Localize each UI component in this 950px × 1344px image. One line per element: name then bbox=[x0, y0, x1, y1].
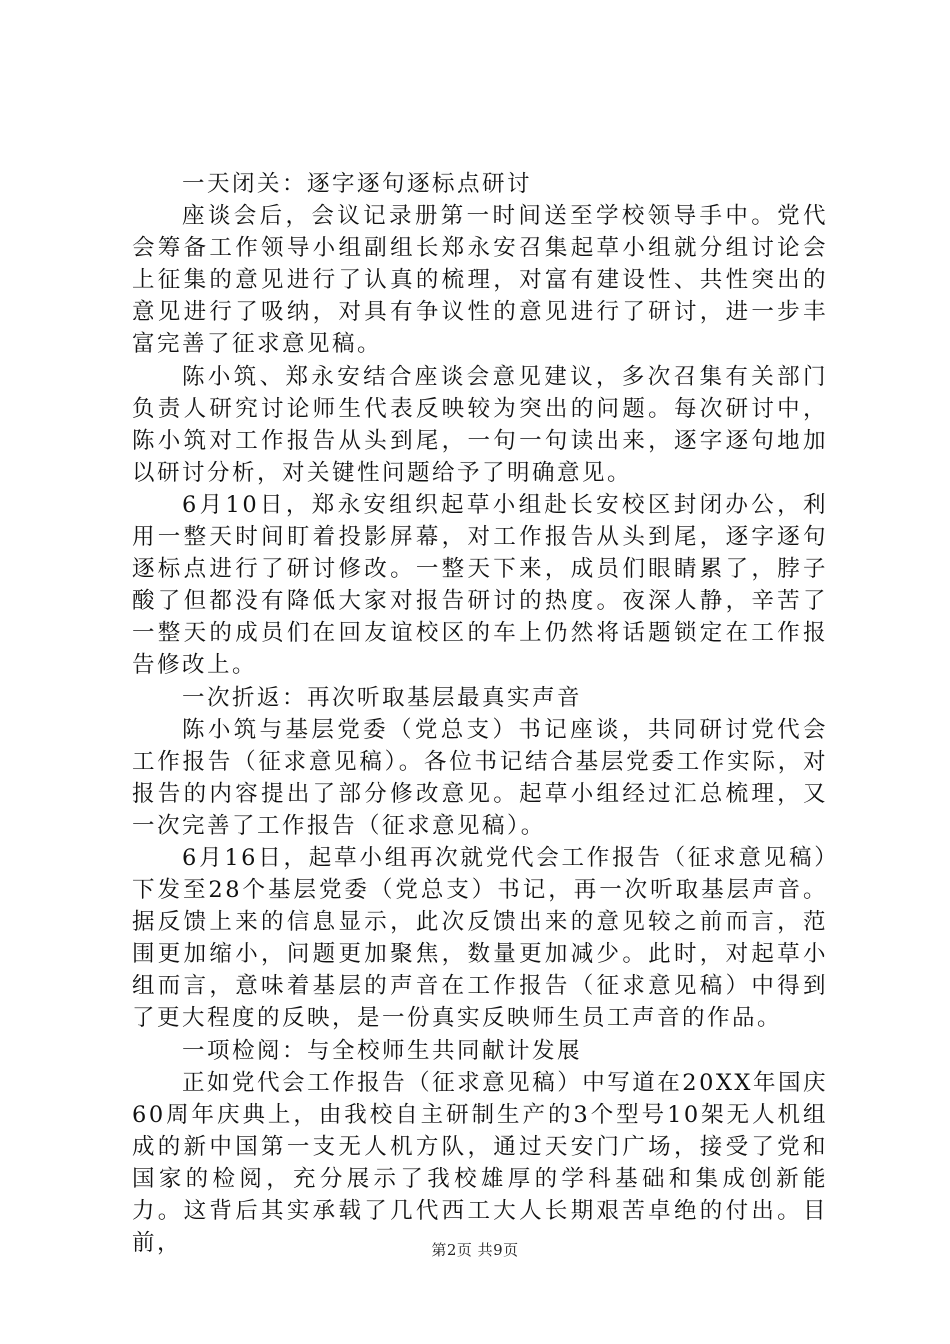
document-body bbox=[132, 168, 828, 1259]
body-paragraph: 6月10日，郑永安组织起草小组赴长安校区封闭办公，利用一整天时间盯着投影屏幕，对工作报告从头到尾，逐字逐句逐标点进行了研讨修改。一整天下来，成员们眼睛累了，脖子酸了但都没有降低大家对报告研讨的热度。夜深人静，辛苦了一整天的成员们在回友谊校区的车上仍然将话题锁定在工作报告修改上。 bbox=[132, 491, 828, 679]
body-paragraph: 陈小筑与基层党委（党总支）书记座谈，共同研讨党代会工作报告（征求意见稿）。各位书记结合基层党委工作实际，对报告的内容提出了部分修改意见。起草小组经过汇总梳理，又一次完善了工作报告（征求意见稿）。 bbox=[132, 716, 828, 839]
section-heading: 一天闭关：逐字逐句逐标点研讨 bbox=[182, 171, 533, 197]
body-paragraph: 正如党代会工作报告（征求意见稿）中写道在20XX年国庆60周年庆典上，由我校自主研制生产的3个型号10架无人机组成的新中国第一支无人机方队，通过天安门广场，接受了党和国家的检阅，充分展示了我校雄厚的学科基础和集成创新能力。这背后其实承载了几代西工大人长期艰苦卓绝的付出。目前， bbox=[132, 1069, 828, 1257]
body-paragraph: 陈小筑、郑永安结合座谈会意见建议，多次召集有关部门负责人研究讨论师生代表反映较为突出的问题。每次研讨中，陈小筑对工作报告从头到尾，一句一句读出来，逐字逐句地加以研讨分析，对关键性问题给予了明确意见。 bbox=[132, 363, 828, 486]
section-heading: 一次折返：再次听取基层最真实声音 bbox=[182, 684, 583, 711]
page-footer bbox=[0, 1240, 950, 1260]
page-number-label: 第2页 共9页 bbox=[431, 1241, 519, 1259]
section-heading: 一项检阅：与全校师生共同献计发展 bbox=[182, 1037, 583, 1064]
body-paragraph: 座谈会后，会议记录册第一时间送至学校领导手中。党代会筹备工作领导小组副组长郑永安召集起草小组就分组讨论会上征集的意见进行了认真的梳理，对富有建设性、共性突出的意见进行了吸纳，对具有争议性的意见进行了研讨，进一步丰富完善了征求意见稿。 bbox=[132, 203, 828, 358]
body-paragraph: 6月16日，起草小组再次就党代会工作报告（征求意见稿）下发至28个基层党委（党总支）书记，再一次听取基层声音。据反馈上来的信息显示，此次反馈出来的意见较之前而言，范围更加缩小，问题更加聚焦，数量更加减少。此时，对起草小组而言，意味着基层的声音在工作报告（征求意见稿）中得到了更大程度的反映，是一份真实反映师生员工声音的作品。 bbox=[132, 844, 828, 1032]
